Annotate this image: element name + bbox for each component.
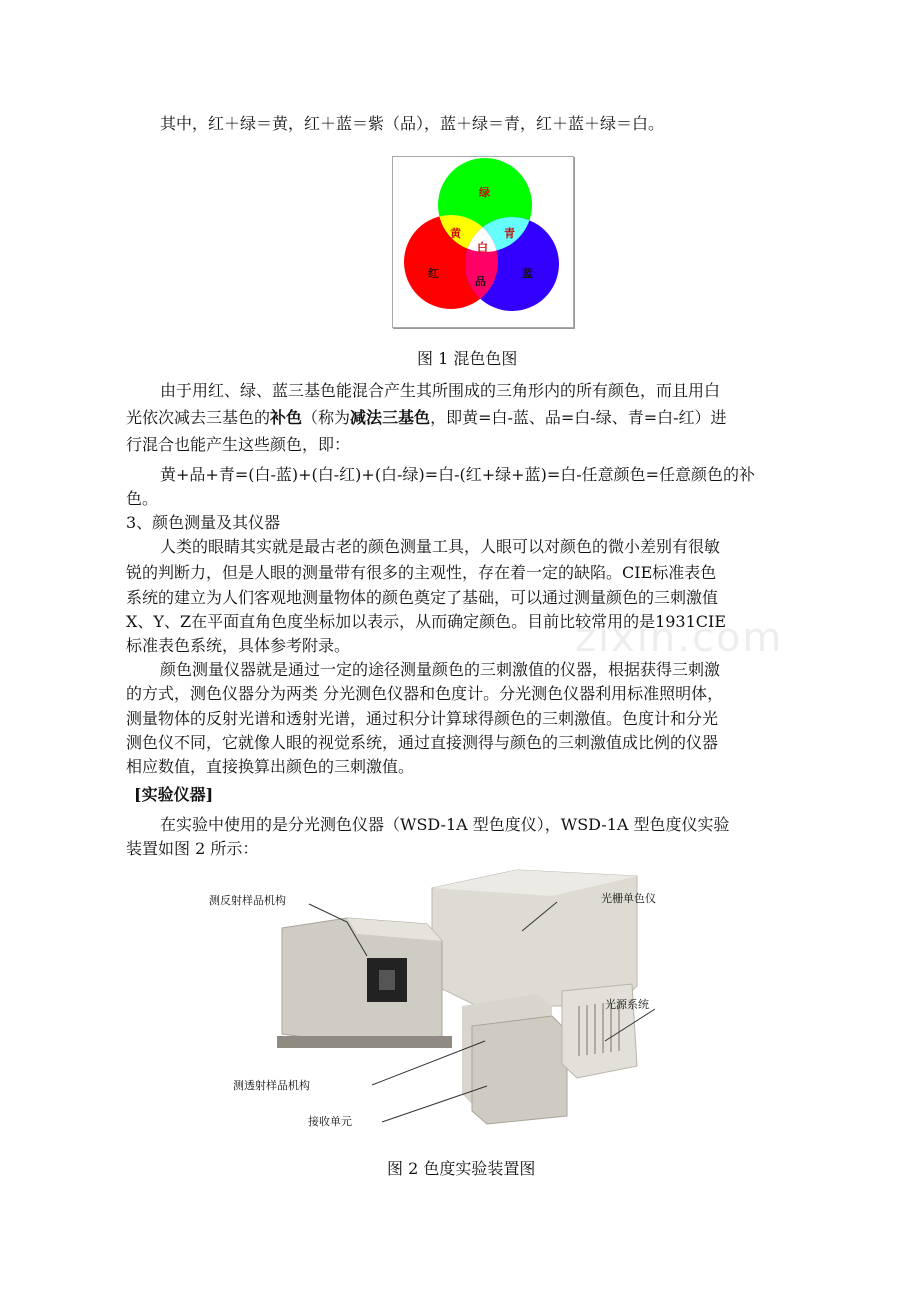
text-line: 其中，红＋绿＝黄，红＋蓝＝紫（品），蓝＋绿＝青，红＋蓝＋绿＝白。 — [160, 114, 665, 133]
sample-holder — [379, 970, 395, 990]
instrument-illustration — [207, 866, 667, 1136]
section-heading: 3、颜色测量及其仪器 — [126, 513, 281, 532]
section-heading: [实验仪器] — [134, 785, 214, 804]
text-line: 标准表色系统，具体参考附录。 — [126, 636, 351, 655]
text-line: 颜色测量仪器就是通过一定的途径测量颜色的三刺激值的仪器，根据获得三刺激 — [160, 660, 721, 679]
formula-line: 黄+品+青=(白-蓝)+(白-红)+(白-绿)=白-(红+绿+蓝)=白-任意颜色=任意颜色的补 — [160, 465, 756, 484]
receiver-box — [472, 1016, 567, 1124]
text-line — [126, 408, 727, 428]
text-line: 的方式，测色仪器分为两类 分光测色仪器和色度计。分光测色仪器利用标准照明体， — [126, 684, 724, 703]
instrument-figure — [207, 866, 667, 1136]
watermark: zixin.com — [575, 615, 784, 661]
text-line: 系统的建立为人们客观地测量物体的颜色奠定了基础，可以通过测量颜色的三刺激值 — [126, 588, 719, 607]
text-line: 相应数值，直接换算出颜色的三刺激值。 — [126, 757, 415, 776]
figure2-caption: 图 2 色度实验装置图 — [387, 1159, 536, 1178]
label-reflect-mechanism: 测反射样品机构 — [209, 894, 286, 907]
label-white: 白 — [477, 241, 488, 254]
text-line: X、Y、Z在平面直角色度坐标加以表示，从而确定颜色。目前比较常用的是1931CIE — [126, 612, 727, 631]
label-blue: 蓝 — [522, 267, 533, 280]
label-light-source: 光源系统 — [605, 998, 649, 1011]
text-line: 在实验中使用的是分光测色仪器（WSD-1A 型色度仪），WSD-1A 型色度仪实验 — [160, 815, 730, 834]
color-mixing-diagram — [393, 157, 573, 327]
color-mixing-figure — [392, 156, 574, 328]
text-span: 光依次减去三基色的 — [126, 408, 271, 427]
text-line: 测色仪不同，它就像人眼的视觉系统，通过直接测得与颜色的三刺激值成比例的仪器 — [126, 733, 719, 752]
formula-line: 色。 — [126, 489, 159, 508]
text-line: 装置如图 2 所示： — [126, 839, 259, 858]
label-green: 绿 — [479, 186, 490, 199]
text-line: 行混合也能产生这些颜色，即： — [126, 435, 351, 454]
label-red: 红 — [428, 267, 439, 280]
label-magenta: 品 — [475, 275, 486, 288]
bold-term: 补色 — [270, 408, 303, 427]
text-span: （称为 — [302, 408, 351, 427]
instrument-base — [277, 1036, 452, 1048]
text-line: 锐的判断力，但是人眼的测量带有很多的主观性，存在着一定的缺陷。CIE标准表色 — [126, 563, 717, 582]
text-line: 测量物体的反射光谱和透射光谱，通过积分计算球得颜色的三刺激值。色度计和分光 — [126, 709, 719, 728]
label-receiver-unit: 接收单元 — [308, 1115, 352, 1128]
label-transmit-mechanism: 测透射样品机构 — [233, 1079, 310, 1092]
label-grating-monochromator: 光栅单色仪 — [601, 892, 656, 905]
label-yellow: 黄 — [450, 227, 461, 240]
text-span: ，即黄=白-蓝、品=白-绿、青=白-红）进 — [430, 408, 727, 427]
text-line: 由于用红、绿、蓝三基色能混合产生其所围成的三角形内的所有颜色，而且用白 — [160, 381, 721, 400]
label-cyan: 青 — [504, 227, 515, 240]
text-line: 人类的眼睛其实就是最古老的颜色测量工具，人眼可以对颜色的微小差别有很敏 — [160, 537, 721, 556]
figure1-caption: 图 1 混色色图 — [417, 349, 518, 368]
bold-term: 减法三基色 — [350, 408, 431, 427]
